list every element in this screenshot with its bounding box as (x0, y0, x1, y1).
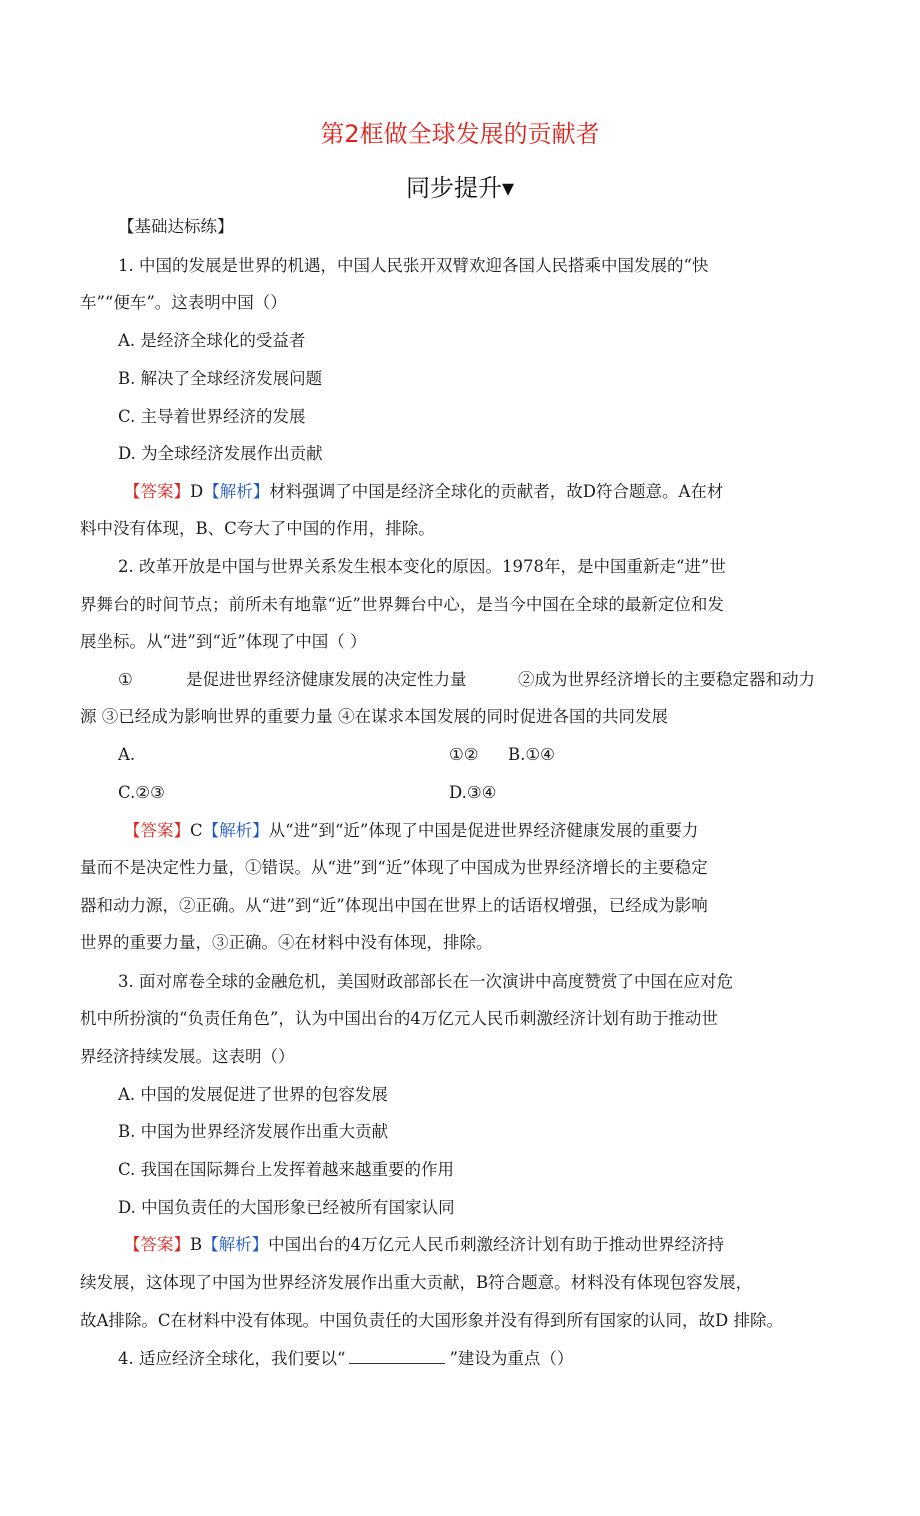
q2-option-d: D.③④ (449, 783, 497, 802)
explanation-text: 中国出台的4万亿元人民币刺激经济计划有助于推动世界经济持 (268, 1235, 725, 1254)
q2-item-2: ②成为世界经济增长的主要稳定器和动力 (518, 670, 815, 689)
q3-option-d: D. 中国负责任的大国形象已经被所有国家认同 (118, 1198, 455, 1217)
fill-blank (349, 1349, 445, 1364)
q1-option-d: D. 为全球经济发展作出贡献 (118, 444, 323, 463)
q3-stem-line: 3. 面对席卷全球的金融危机，美国财政部部长在一次演讲中高度赞赏了中国在应对危 (118, 972, 733, 991)
q1-option-b: B. 解决了全球经济发展问题 (118, 369, 323, 388)
q2-explanation-line: 量而不是决定性力量，①错误。从“进”到“近”体现了中国成为世界经济增长的主要稳定 (80, 858, 708, 877)
q2-items-line: 源 ③已经成为影响世界的重要力量 ④在谋求本国发展的同时促进各国的共同发展 (80, 707, 668, 726)
explanation-label: 【解析】 (203, 482, 270, 501)
answer-label: 【答案】 (124, 1235, 190, 1254)
q4-stem-after: ”建设为重点（） (449, 1349, 574, 1368)
q3-explanation-line: 故A排除。C在材料中没有体现。中国负责任的大国形象并没有得到所有国家的认同，故D 排除。 (80, 1311, 784, 1330)
q3-stem-line: 机中所扮演的“负责任角色”，认为中国出台的4万亿元人民币刺激经济计划有助于推动世 (80, 1009, 718, 1028)
answer-value: B (190, 1235, 203, 1254)
q3-explanation-line: 续发展，这体现了中国为世界经济发展作出重大贡献，B符合题意。材料没有体现包容发展， (80, 1273, 753, 1292)
explanation-text: 材料强调了中国是经济全球化的贡献者，故D符合题意。A在材 (269, 482, 724, 501)
explanation-label: 【解析】 (202, 821, 269, 840)
q1-stem-line: 1. 中国的发展是世界的机遇，中国人民张开双臂欢迎各国人民搭乘中国发展的“快 (118, 256, 709, 275)
q1-stem-line: 车”“便车”。这表明中国（） (80, 293, 287, 312)
answer-label: 【答案】 (124, 482, 190, 501)
answer-value: D (190, 482, 204, 501)
q2-explanation-line: 器和动力源，②正确。从“进”到“近”体现出中国在世界上的话语权增强，已经成为影响 (80, 896, 708, 915)
q2-answer-line (124, 820, 698, 842)
q1-option-a: A. 是经济全球化的受益者 (118, 331, 306, 350)
q3-option-c: C. 我国在国际舞台上发挥着越来越重要的作用 (118, 1160, 455, 1179)
q2-explanation-line: 世界的重要力量，③正确。④在材料中没有体现，排除。 (80, 933, 493, 952)
q2-option-c: C.②③ (118, 783, 165, 802)
q3-stem-line: 界经济持续发展。这表明（） (80, 1047, 295, 1066)
explanation-text: 从“进”到“近”体现了中国是促进世界经济健康发展的重要力 (268, 821, 699, 840)
q4-stem-before: 4. 适应经济全球化，我们要以“ (118, 1349, 346, 1368)
q1-explanation-line: 料中没有体现，B、C夸大了中国的作用，排除。 (80, 519, 435, 538)
section-label: 【基础达标练】 (118, 217, 234, 236)
q4-stem (118, 1348, 573, 1370)
q2-item-1-num: ① (118, 670, 133, 689)
q2-stem-line: 2. 改革开放是中国与世界关系发生根本变化的原因。1978年，是中国重新走“进”世 (118, 557, 726, 576)
q2-stem-line: 界舞台的时间节点；前所未有地靠“近”世界舞台中心，是当今中国在全球的最新定位和发 (80, 595, 724, 614)
answer-label: 【答案】 (124, 821, 190, 840)
q2-option-b: B.①④ (508, 745, 555, 764)
q3-option-a: A. 中国的发展促进了世界的包容发展 (118, 1085, 388, 1104)
answer-value: C (190, 821, 203, 840)
q1-option-c: C. 主导着世界经济的发展 (118, 407, 306, 426)
q2-item-1: 是促进世界经济健康发展的决定性力量 (186, 670, 467, 689)
q3-option-b: B. 中国为世界经济发展作出重大贡献 (118, 1122, 389, 1141)
section-subtitle: 同步提升▾ (405, 174, 515, 202)
explanation-label: 【解析】 (202, 1235, 269, 1254)
q2-option-a-label: A. (118, 745, 136, 764)
q2-stem-line: 展坐标。从“进”到“近”体现了中国（ ） (80, 632, 367, 651)
q2-option-a-value: ①② (449, 745, 479, 764)
q3-answer-line (124, 1234, 724, 1256)
q1-answer-line (124, 481, 723, 503)
page-title: 第2框做全球发展的贡献者 (320, 120, 600, 148)
